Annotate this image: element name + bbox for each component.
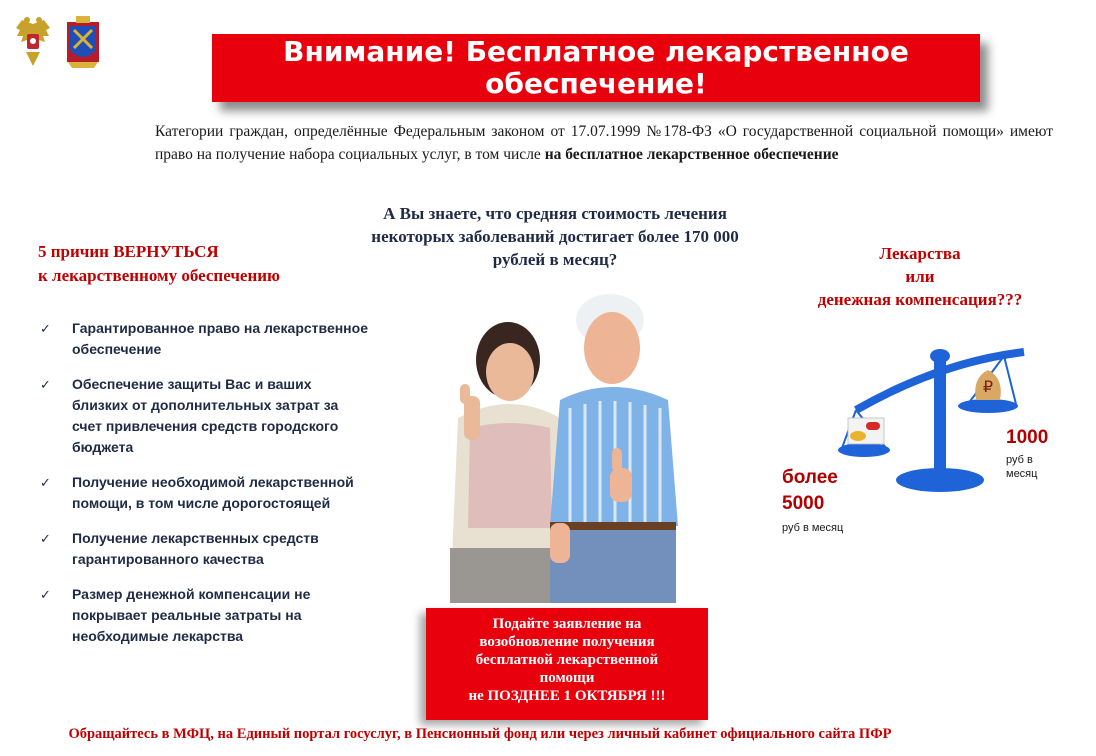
intro-bold-text: на бесплатное лекарственное обеспечение: [544, 146, 839, 163]
checkmark-icon: ✓: [40, 377, 51, 392]
footer-contacts: Обращайтесь в МФЦ, на Единый портал госуслуг, в Пенсионный фонд или через личный кабинет официального сайта ПФР: [68, 726, 892, 742]
list-item: [40, 318, 370, 360]
cta-line-1: Подайте заявление на: [492, 616, 642, 632]
cta-box: [426, 608, 708, 720]
reason-text: Гарантированное право на лекарственное обеспечение: [72, 320, 368, 357]
emblems: [14, 14, 102, 70]
reason-text: Размер денежной компенсации не покрывает реальные затраты на необходимые лекарства: [72, 586, 311, 644]
reason-text: Получение лекарственных средств гарантированного качества: [72, 530, 319, 567]
choice-line-1: Лекарства: [879, 244, 961, 263]
checkmark-icon: ✓: [40, 475, 51, 490]
cta-line-4: помощи: [539, 670, 595, 686]
list-item: [40, 584, 370, 647]
intro-text: Категории граждан, определённые Федеральным законом от 17.07.1999 №178-ФЗ «О государственной социальной помощи» имеют право на получение набора социальных услуг, в том числе: [155, 123, 1053, 163]
reasons-title: [38, 240, 368, 288]
list-item: [40, 528, 370, 570]
reasons-title-line-1: 5 причин ВЕРНУТЬСЯ: [38, 242, 219, 261]
ruble-sign: ₽: [982, 377, 994, 396]
russian-eagle-emblem-icon: [14, 14, 52, 70]
money-value: 1000: [1006, 427, 1049, 448]
headline-banner: [212, 34, 980, 102]
intro-paragraph: [155, 120, 1053, 166]
headline-line-2: обеспечение!: [485, 67, 707, 100]
question-line-3: рублей в месяц?: [492, 250, 618, 269]
question-line-2: некоторых заболеваний достигает более 170 000: [371, 227, 739, 246]
choice-line-2: или: [905, 267, 935, 286]
cost-question: [325, 202, 785, 271]
reasons-title-line-2: к лекарственному обеспечению: [38, 266, 281, 285]
meds-value-prefix: более: [782, 467, 838, 488]
elderly-couple-photo: [400, 268, 690, 603]
reason-text: Обеспечение защиты Вас и ваших близких от дополнительных затрат за счет привлечения средств городского бюджета: [72, 376, 339, 455]
question-line-1: А Вы знаете, что средняя стоимость лечения: [383, 204, 727, 223]
money-unit: руб в месяц: [1006, 454, 1038, 480]
choice-heading: [780, 242, 1060, 311]
cta-line-2: возобновление получения: [479, 634, 655, 650]
meds-unit: руб в месяц: [782, 522, 844, 534]
headline-line-1: Внимание! Бесплатное лекарственное: [283, 35, 909, 68]
cta-line-5: не ПОЗДНЕЕ 1 ОКТЯБРЯ !!!: [468, 688, 666, 704]
list-item: [40, 374, 370, 458]
checkmark-icon: ✓: [40, 587, 51, 602]
reason-text: Получение необходимой лекарственной помощи, в том числе дорогостоящей: [72, 474, 354, 511]
checkmark-icon: ✓: [40, 321, 51, 336]
choice-line-3: денежная компенсация???: [817, 290, 1023, 309]
meds-value: 5000: [782, 493, 825, 514]
saint-petersburg-coat-of-arms-icon: [64, 14, 102, 70]
cta-line-3: бесплатной лекарственной: [475, 652, 659, 668]
reasons-list: [40, 318, 370, 661]
checkmark-icon: ✓: [40, 531, 51, 546]
list-item: [40, 472, 370, 514]
